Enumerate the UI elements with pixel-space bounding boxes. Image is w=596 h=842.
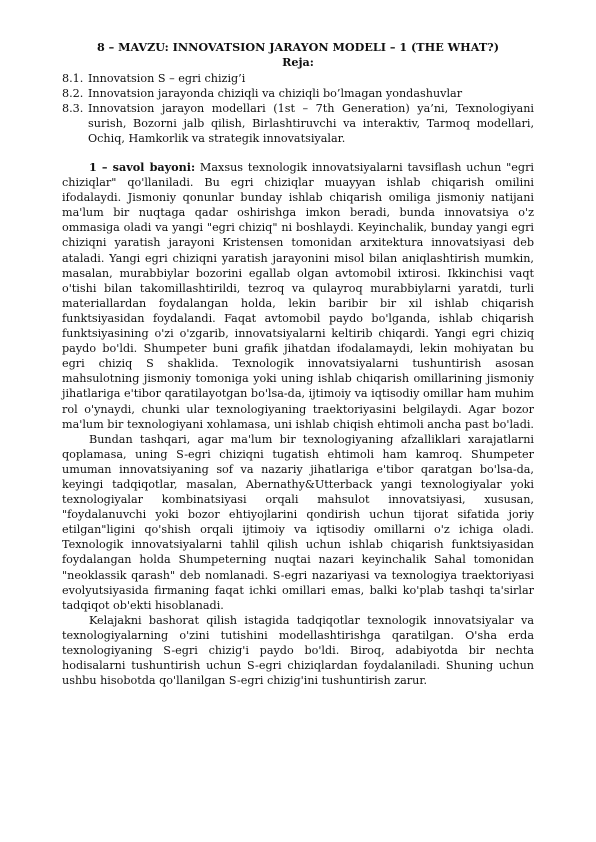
- outline-item-number: 8.2.: [62, 87, 84, 100]
- body-text: [62, 160, 534, 688]
- outline-item: [62, 86, 534, 101]
- paragraph-text: Maxsus texnologik innovatsiyalarni tavsiflash uchun "egri chiziqlar" qo'llaniladi. Bu egri chiziqlar muayyan ishlab chiqarish omilini ifodalaydi. Jismoniy qonunlar bunday ishlab chiqarish omiliga jismoniy natijani ma'lum bir nuqtaga qadar oshirishga imkon beradi, bunda innovatsiya o'z ommasiga oladi va yangi "egri chiziq" ni boshlaydi. Keyinchalik, bunday yangi egri chiziqni yaratish jarayoni Kristensen tomonidan arxitektura innovatsiyasi deb ataladi. Yangi egri chiziqni yaratish jarayonini misol bilan aniqlashtirish mumkin, masalan, murabbiylar bozorini egallab olgan avtomobil ixtirosi. Ikkinchisi vaqt o'tishi bilan takomillashtirildi, tezroq va qulayroq murabbiylarni yaratdi, turli materiallardan foydalangan holda, lekin baribir bir xil ishlab chiqarish funktsiyasidan foydalandi. Faqat avtomobil paydo bo'lganda, ishlab chiqarish funktsiyasining o'zi o'zgarib, innovatsiyalarni keltirib chiqardi. Yangi egri chiziq paydo bo'ldi. Shumpeter buni grafik jihatdan ifodalamaydi, lekin mohiyatan bu egri chiziq S shaklida. Texnologik innovatsiyalarni tushuntirish asosan mahsulotning jismoniy tomoniga yoki uning ishlab chiqarish omillarining jismoniy jihatlariga e'tibor qaratilayotgan bo'lsa-da, ijtimoiy va iqtisodiy omillar ham muhim rol o'ynaydi, chunki ular texnologiyaning traektoriyasini belgilaydi. Agar bozor ma'lum bir texnologiyani xohlamasa, uni ishlab chiqish ehtimoli ancha past bo'ladi.: [62, 161, 534, 431]
- outline-item-number: 8.3.: [62, 102, 84, 115]
- document-page: [62, 40, 534, 688]
- outline-item-number: 8.1.: [62, 72, 84, 85]
- outline-item-text: Innovatsion S – egri chizig’i: [88, 72, 246, 85]
- outline-list: [62, 71, 534, 146]
- paragraph: [62, 432, 534, 613]
- paragraph-text: Kelajakni bashorat qilish istagida tadqiqotlar texnologik innovatsiyalar va texnologiyalarning o'zini tutishini modellashtirishga qaratilgan. O'sha erda texnologiyaning S-egri chizig'i paydo bo'ldi. Biroq, adabiyotda bir nechta hodisalarni tushuntirish uchun S-egri chiziqlardan foydalaniladi. Shuning uchun ushbu hisobotda qo'llanilgan S-egri chizig'ini tushuntirish zarur.: [62, 613, 534, 688]
- outline-item: [62, 101, 534, 146]
- document-title: 8 – MAVZU: INNOVATSION JARAYON MODELI – 1 (THE WHAT?): [96, 40, 499, 54]
- question-lead: 1 – savol bayoni:: [89, 160, 196, 174]
- paragraph: [62, 613, 534, 688]
- paragraph-text: Bundan tashqari, agar ma'lum bir texnologiyaning afzalliklari xarajatlarni qoplamasa, uning S-egri chiziqni tugatish ehtimoli ham kamroq. Shumpeter umuman innovatsiyaning sof va nazariy jihatlariga e'tibor qaratgan bo'lsa-da, keyingi tadqiqotlar, masalan, Abernathy&Utterback yangi texnologiyalar yoki texnologiyalar kombinatsiyasi orqali mahsulot innovatsiyasi, xususan, "foydalanuvchi yoki bozor ehtiyojlarini qondirish uchun tijorat sifatida joriy etilgan"ligini qo'shish orqali ijtimoiy va iqtisodiy omillarni o'z ichiga oladi. Texnologik innovatsiyalarni tahlil qilish uchun ishlab chiqarish funktsiyasidan foydalangan holda Shumpeterning nuqtai nazari keyinchalik Sahal tomonidan "neoklassik qarash" deb nomlanadi. S-egri nazariyasi va texnologiya traektoriyasi evolyutsiyasida firmaning faqat ichki omillari emas, balki ko'plab tashqi ta'sirlar tadqiqot ob'ekti hisoblanadi.: [62, 432, 534, 612]
- paragraph: [62, 160, 534, 432]
- outline-item-text: Innovatsion jarayonda chiziqli va chiziqli bo’lmagan yondashuvlar: [88, 87, 463, 100]
- outline-item: [62, 71, 534, 86]
- outline-item-text: Innovatsion jarayon modellari (1st – 7th Generation) ya’ni, Texnologiyani surish, Bozorni jalb qilish, Birlashtiruvchi va interaktiv, Tarmoq modellari, Ochiq, Hamkorlik va strategik innovatsiyalar.: [88, 102, 534, 145]
- plan-label: Reja:: [282, 55, 314, 69]
